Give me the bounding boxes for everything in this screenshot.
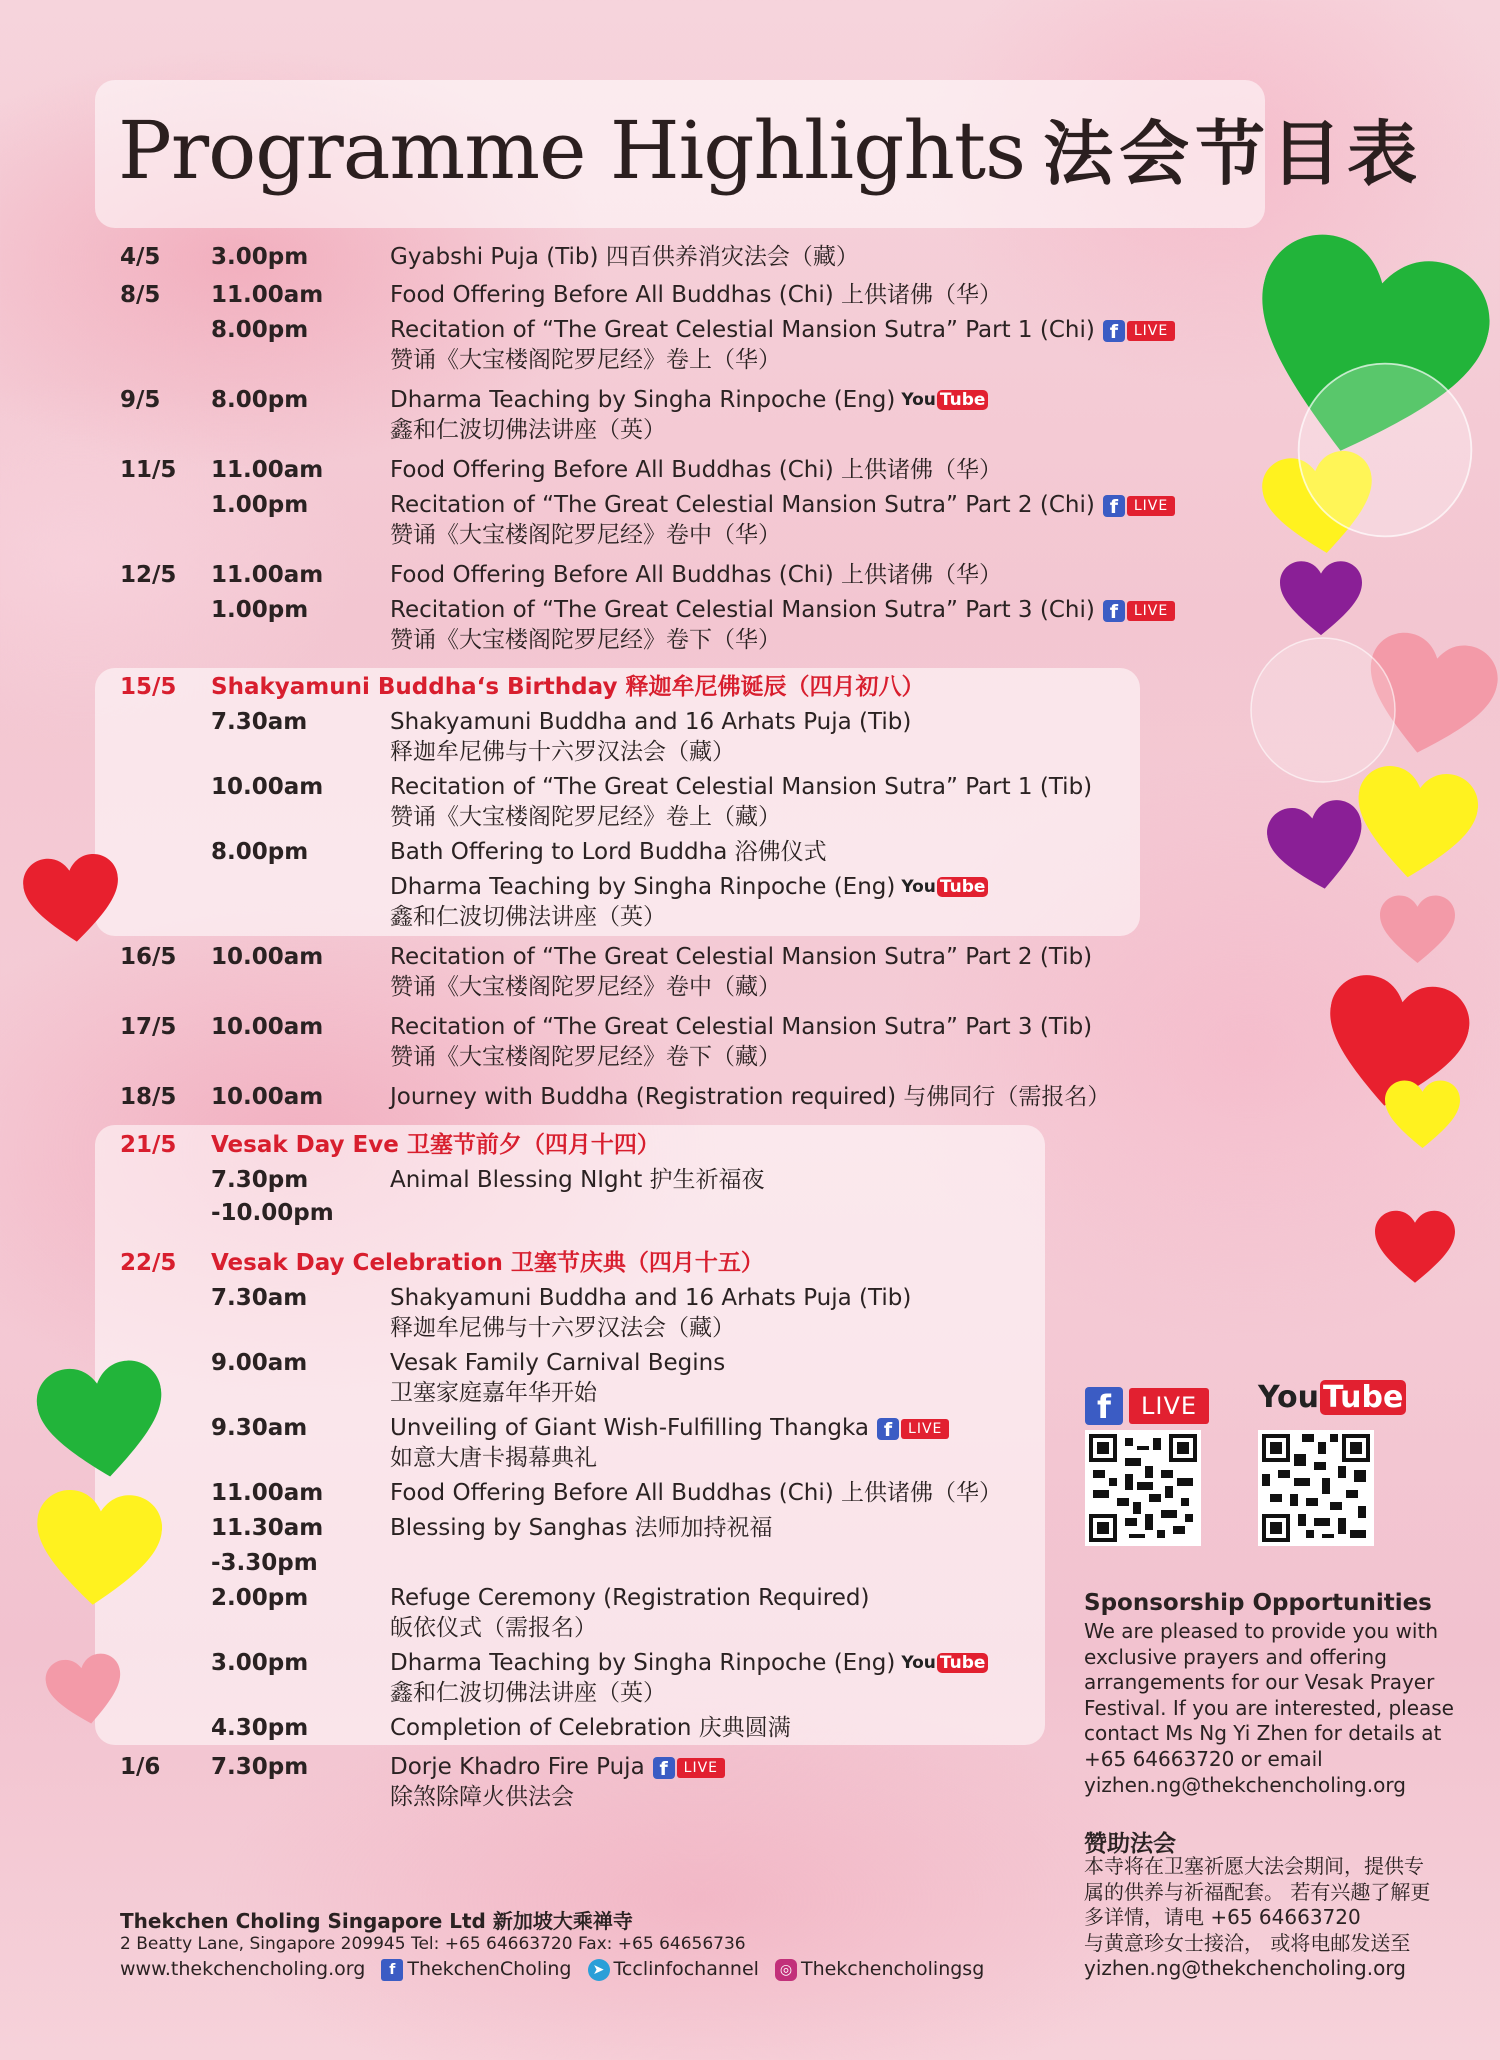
schedule-activity: Shakyamuni Buddha and 16 Arhats Puja (Tib) bbox=[390, 709, 912, 735]
schedule-time: 11.00am bbox=[211, 457, 324, 483]
schedule-time: 7.30am bbox=[211, 709, 308, 735]
schedule-time: 8.00pm bbox=[211, 839, 309, 865]
activity-text: Dorje Khadro Fire Puja bbox=[390, 1754, 645, 1780]
facebook-live-badge: LIVE bbox=[1127, 496, 1175, 516]
schedule-date: 15/5 bbox=[120, 674, 177, 700]
schedule-activity: Vesak Family Carnival Begins bbox=[390, 1350, 726, 1376]
schedule-time: 3.00pm bbox=[211, 1650, 309, 1676]
schedule-activity-zh: 皈依仪式（需报名） bbox=[390, 1615, 597, 1641]
schedule-time: 7.30pm bbox=[211, 1167, 309, 1193]
yellow-heart-icon bbox=[30, 1485, 165, 1615]
schedule-activity-zh: 赞诵《大宝楼阁陀罗尼经》卷中（藏） bbox=[390, 974, 781, 1000]
schedule-date: 22/5 bbox=[120, 1250, 177, 1276]
event-heading: Vesak Day Eve 卫塞节前夕（四月十四） bbox=[211, 1132, 660, 1158]
red-heart-icon bbox=[1375, 1210, 1455, 1285]
schedule-activity: Recitation of “The Great Celestial Mansion Sutra” Part 1 (Tib) bbox=[390, 774, 1093, 800]
facebook-live-label[interactable] bbox=[1085, 1387, 1209, 1425]
facebook-icon: f bbox=[1103, 600, 1125, 622]
schedule-time: 10.00am bbox=[211, 1084, 324, 1110]
schedule-time: 11.00am bbox=[211, 1480, 324, 1506]
schedule-activity: Journey with Buddha (Registration required) 与佛同行（需报名） bbox=[390, 1084, 1111, 1110]
schedule-activity bbox=[390, 490, 1175, 520]
schedule-activity: Blessing by Sanghas 法师加持祝福 bbox=[390, 1515, 773, 1541]
activity-text: Recitation of “The Great Celestial Mansion Sutra” Part 2 (Chi) bbox=[390, 492, 1095, 518]
schedule-time: 2.00pm bbox=[211, 1585, 309, 1611]
schedule-activity bbox=[390, 1648, 988, 1678]
facebook-live-badge: LIVE bbox=[1129, 1388, 1209, 1424]
youtube-icon: You Tube bbox=[901, 872, 988, 902]
youtube-icon: You Tube bbox=[901, 1648, 988, 1678]
schedule-time-end: -10.00pm bbox=[211, 1200, 334, 1226]
schedule-activity: Completion of Celebration 庆典圆满 bbox=[390, 1715, 791, 1741]
pink-heart-icon bbox=[42, 1649, 128, 1733]
facebook-icon: f bbox=[1103, 495, 1125, 517]
facebook-live-badge: LIVE bbox=[1127, 601, 1175, 621]
schedule-date: 18/5 bbox=[120, 1084, 177, 1110]
youtube-icon: You Tube bbox=[1258, 1380, 1406, 1415]
sponsorship-body: We are pleased to provide you with exclusive prayers and offering arrangements for our Vesak Prayer Festival. If you are interested, please contact Ms Ng Yi Zhen for details at +65 64663720 or email yizhen.ng@thekchencholing.org bbox=[1084, 1619, 1454, 1797]
schedule-time: 7.30am bbox=[211, 1285, 308, 1311]
sponsorship-heading: Sponsorship Opportunities bbox=[1084, 1590, 1432, 1616]
schedule-date: 11/5 bbox=[120, 457, 177, 483]
activity-text: Recitation of “The Great Celestial Mansion Sutra” Part 3 (Chi) bbox=[390, 597, 1095, 623]
schedule-time: 9.30am bbox=[211, 1415, 308, 1441]
schedule-time: 11.30am bbox=[211, 1515, 324, 1541]
schedule-activity bbox=[390, 1752, 725, 1782]
facebook-live-badge: LIVE bbox=[677, 1758, 725, 1778]
title-chinese: 法会节目表 bbox=[1043, 113, 1424, 195]
facebook-qr-code[interactable] bbox=[1085, 1430, 1201, 1546]
activity-text: Dharma Teaching by Singha Rinpoche (Eng) bbox=[390, 1650, 896, 1676]
activity-text: Unveiling of Giant Wish-Fulfilling Thangka bbox=[390, 1415, 870, 1441]
youtube-icon: You Tube bbox=[901, 385, 988, 415]
facebook-icon: f bbox=[877, 1418, 899, 1440]
sponsorship-heading-zh: 赞助法会 bbox=[1084, 1831, 1176, 1857]
sponsorship-body-zh: 本寺将在卫塞祈愿大法会期间，提供专 属的供养与祈福配套。 若有兴趣了解更 多详情，请电 +65 64663720 与黄意珍女士接洽， 或将电邮发送至 yizhen.ng@thekchencholing.org bbox=[1084, 1854, 1431, 1981]
footer-links bbox=[120, 1958, 984, 1981]
schedule-date: 8/5 bbox=[120, 282, 161, 308]
bubble-decoration bbox=[1295, 360, 1475, 540]
schedule-activity bbox=[390, 595, 1175, 625]
schedule-date: 4/5 bbox=[120, 244, 161, 270]
facebook-icon: f bbox=[653, 1757, 675, 1779]
yellow-heart-icon bbox=[1385, 1080, 1460, 1150]
website-link[interactable]: www.thekchencholing.org bbox=[120, 1958, 366, 1980]
schedule-activity-zh: 释迦牟尼佛与十六罗汉法会（藏） bbox=[390, 1315, 735, 1341]
pink-heart-icon bbox=[1380, 895, 1455, 965]
schedule-date: 12/5 bbox=[120, 562, 177, 588]
red-heart-icon bbox=[21, 850, 125, 949]
schedule-activity-zh: 赞诵《大宝楼阁陀罗尼经》卷上（藏） bbox=[390, 804, 781, 830]
schedule-time: 3.00pm bbox=[211, 244, 309, 270]
schedule-activity: Bath Offering to Lord Buddha 浴佛仪式 bbox=[390, 839, 827, 865]
bubble-decoration bbox=[1248, 635, 1398, 785]
schedule-activity-zh: 鑫和仁波切佛法讲座（英） bbox=[390, 1680, 666, 1706]
schedule-activity: Shakyamuni Buddha and 16 Arhats Puja (Tib) bbox=[390, 1285, 912, 1311]
schedule-activity bbox=[390, 1413, 949, 1443]
instagram-link[interactable]: Thekchencholingsg bbox=[800, 1958, 985, 1980]
schedule-activity: Food Offering Before All Buddhas (Chi) 上供诸佛（华） bbox=[390, 1480, 1003, 1506]
schedule-time: 11.00am bbox=[211, 282, 324, 308]
schedule-activity-zh: 鑫和仁波切佛法讲座（英） bbox=[390, 904, 666, 930]
facebook-live-badge: LIVE bbox=[1127, 321, 1175, 341]
facebook-icon: f bbox=[1085, 1387, 1123, 1425]
event-heading: Vesak Day Celebration 卫塞节庆典（四月十五） bbox=[211, 1250, 764, 1276]
schedule-time: 10.00am bbox=[211, 774, 324, 800]
page-title bbox=[118, 98, 1423, 199]
schedule-date: 1/6 bbox=[120, 1754, 161, 1780]
schedule-time: 8.00pm bbox=[211, 317, 309, 343]
telegram-icon: ➤ bbox=[588, 1959, 610, 1981]
schedule-activity-zh: 如意大唐卡揭幕典礼 bbox=[390, 1445, 597, 1471]
footer-org: Thekchen Choling Singapore Ltd 新加坡大乘禅寺 bbox=[120, 1909, 633, 1933]
facebook-live-badge: LIVE bbox=[901, 1419, 949, 1439]
schedule-time-end: -3.30pm bbox=[211, 1550, 318, 1576]
schedule-activity: Food Offering Before All Buddhas (Chi) 上供诸佛（华） bbox=[390, 457, 1003, 483]
schedule-activity-zh: 除煞除障火供法会 bbox=[390, 1784, 574, 1810]
schedule-activity: Recitation of “The Great Celestial Mansion Sutra” Part 2 (Tib) bbox=[390, 944, 1093, 970]
schedule-time: 4.30pm bbox=[211, 1715, 309, 1741]
schedule-activity-zh: 赞诵《大宝楼阁陀罗尼经》卷下（华） bbox=[390, 627, 781, 653]
schedule-activity bbox=[390, 315, 1175, 345]
youtube-qr-code[interactable] bbox=[1258, 1430, 1374, 1546]
schedule-activity: Refuge Ceremony (Registration Required) bbox=[390, 1585, 870, 1611]
schedule-activity-zh: 赞诵《大宝楼阁陀罗尼经》卷中（华） bbox=[390, 522, 781, 548]
event-heading: Shakyamuni Buddha‘s Birthday 释迦牟尼佛诞辰（四月初八） bbox=[211, 674, 925, 700]
schedule-activity-zh: 赞诵《大宝楼阁陀罗尼经》卷上（华） bbox=[390, 347, 781, 373]
schedule-date: 17/5 bbox=[120, 1014, 177, 1040]
schedule-time: 11.00am bbox=[211, 562, 324, 588]
schedule-activity-zh: 鑫和仁波切佛法讲座（英） bbox=[390, 417, 666, 443]
schedule-activity-zh: 释迦牟尼佛与十六罗汉法会（藏） bbox=[390, 739, 735, 765]
activity-text: Recitation of “The Great Celestial Mansion Sutra” Part 1 (Chi) bbox=[390, 317, 1095, 343]
schedule-activity: Recitation of “The Great Celestial Mansion Sutra” Part 3 (Tib) bbox=[390, 1014, 1093, 1040]
schedule-time: 1.00pm bbox=[211, 492, 309, 518]
schedule-activity bbox=[390, 872, 988, 902]
facebook-icon: f bbox=[381, 1959, 403, 1981]
instagram-icon: ◎ bbox=[775, 1959, 797, 1981]
activity-text: Dharma Teaching by Singha Rinpoche (Eng) bbox=[390, 387, 896, 413]
schedule-time: 10.00am bbox=[211, 944, 324, 970]
schedule-activity-zh: 赞诵《大宝楼阁陀罗尼经》卷下（藏） bbox=[390, 1044, 781, 1070]
title-english: Programme Highlights bbox=[118, 104, 1026, 197]
footer-address: 2 Beatty Lane, Singapore 209945 Tel: +65 64663720 Fax: +65 64656736 bbox=[120, 1934, 746, 1954]
facebook-link[interactable]: ThekchenCholing bbox=[407, 1958, 572, 1980]
schedule-time: 9.00am bbox=[211, 1350, 308, 1376]
schedule-activity: Animal Blessing NIght 护生祈福夜 bbox=[390, 1167, 765, 1193]
schedule-time: 10.00am bbox=[211, 1014, 324, 1040]
schedule-activity: Food Offering Before All Buddhas (Chi) 上供诸佛（华） bbox=[390, 562, 1003, 588]
schedule-activity: Gyabshi Puja (Tib) 四百供养消灾法会（藏） bbox=[390, 244, 859, 270]
schedule-activity bbox=[390, 385, 988, 415]
telegram-link[interactable]: Tcclinfochannel bbox=[613, 1958, 759, 1980]
purple-heart-icon bbox=[1262, 792, 1372, 902]
schedule-date: 21/5 bbox=[120, 1132, 177, 1158]
activity-text: Dharma Teaching by Singha Rinpoche (Eng) bbox=[390, 874, 896, 900]
schedule-date: 9/5 bbox=[120, 387, 161, 413]
purple-heart-icon bbox=[1280, 560, 1362, 638]
facebook-icon: f bbox=[1103, 320, 1125, 342]
schedule-date: 16/5 bbox=[120, 944, 177, 970]
schedule-time: 7.30pm bbox=[211, 1754, 309, 1780]
schedule-activity: Food Offering Before All Buddhas (Chi) 上供诸佛（华） bbox=[390, 282, 1003, 308]
schedule-time: 8.00pm bbox=[211, 387, 309, 413]
green-heart-icon bbox=[32, 1354, 172, 1490]
youtube-label[interactable] bbox=[1258, 1380, 1406, 1415]
schedule-time: 1.00pm bbox=[211, 597, 309, 623]
schedule-activity-zh: 卫塞家庭嘉年华开始 bbox=[390, 1380, 597, 1406]
